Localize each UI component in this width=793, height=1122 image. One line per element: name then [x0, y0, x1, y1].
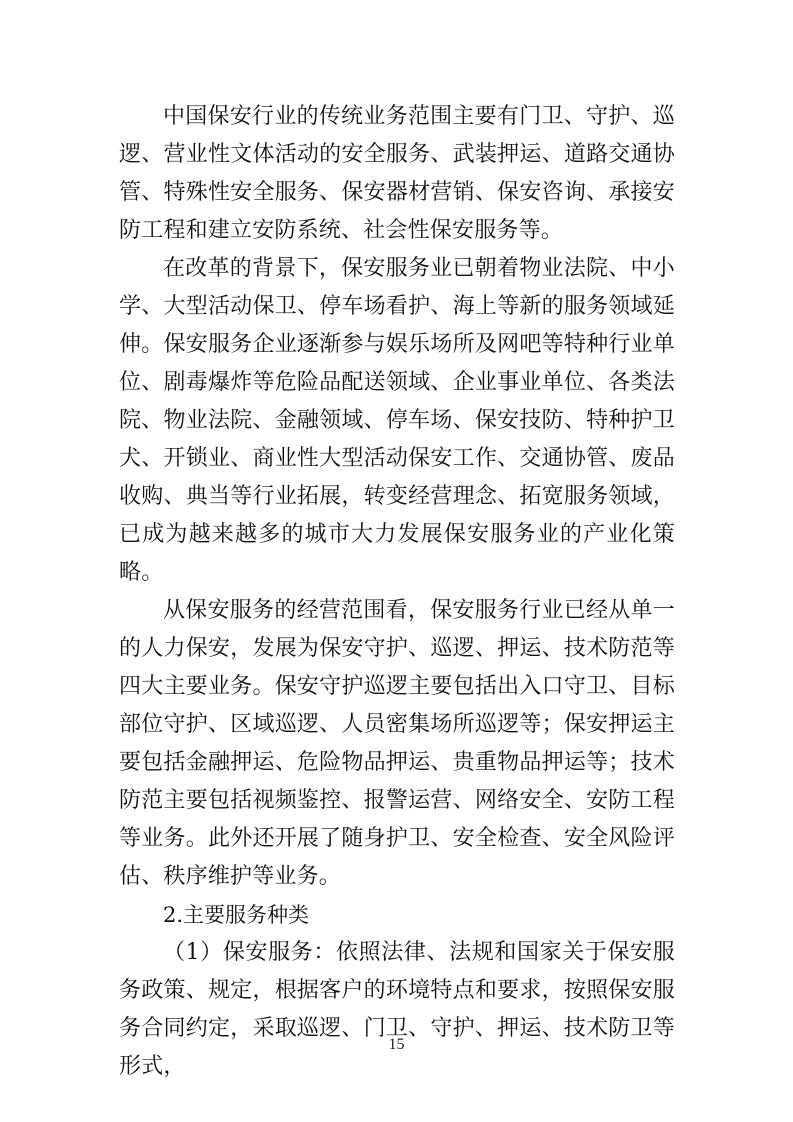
- paragraph-reform-background: 在改革的背景下，保安服务业已朝着物业法院、中小学、大型活动保卫、停车场看护、海上等新的服务领域延伸。保安服务企业逐渐参与娱乐场所及网吧等特种行业单位、剧毒爆炸等危险品配送领域、企业事业单位、各类法院、物业法院、金融领域、停车场、保安技防、特种护卫犬、开锁业、商业性大型活动保安工作、交通协管、废品收购、典当等行业拓展，转变经营理念、拓宽服务领域，已成为越来越多的城市大力发展保安服务业的产业化策略。: [119, 256, 675, 585]
- section-heading: 2.主要服务种类: [163, 903, 310, 927]
- paragraph-security-service: （1）保安服务：依照法律、法规和国家关于保安服务政策、规定，根据客户的环境特点和要求，按照保安服务合同约定，采取巡逻、门卫、守护、押运、技术防卫等形式，: [119, 940, 675, 1079]
- page-body: [119, 98, 675, 1086]
- page-number: 15: [388, 1036, 405, 1053]
- paragraph-business-scope: 从保安服务的经营范围看，保安服务行业已经从单一的人力保安，发展为保安守护、巡逻、押运、技术防范等四大主要业务。保安守护巡逻主要包括出入口守卫、目标部位守护、区域巡逻、人员密集场所巡逻等；保安押运主要包括金融押运、危险物品押运、贵重物品押运等；技术防范主要包括视频鉴控、报警运营、网络安全、安防工程等业务。此外还开展了随身护卫、安全检查、安全风险评估、秩序维护等业务。: [119, 598, 675, 889]
- paragraph-traditional-scope: 中国保安行业的传统业务范围主要有门卫、守护、巡逻、营业性文体活动的安全服务、武装押运、道路交通协管、特殊性安全服务、保安器材营销、保安咨询、承接安防工程和建立安防系统、社会性保安服务等。: [119, 104, 675, 243]
